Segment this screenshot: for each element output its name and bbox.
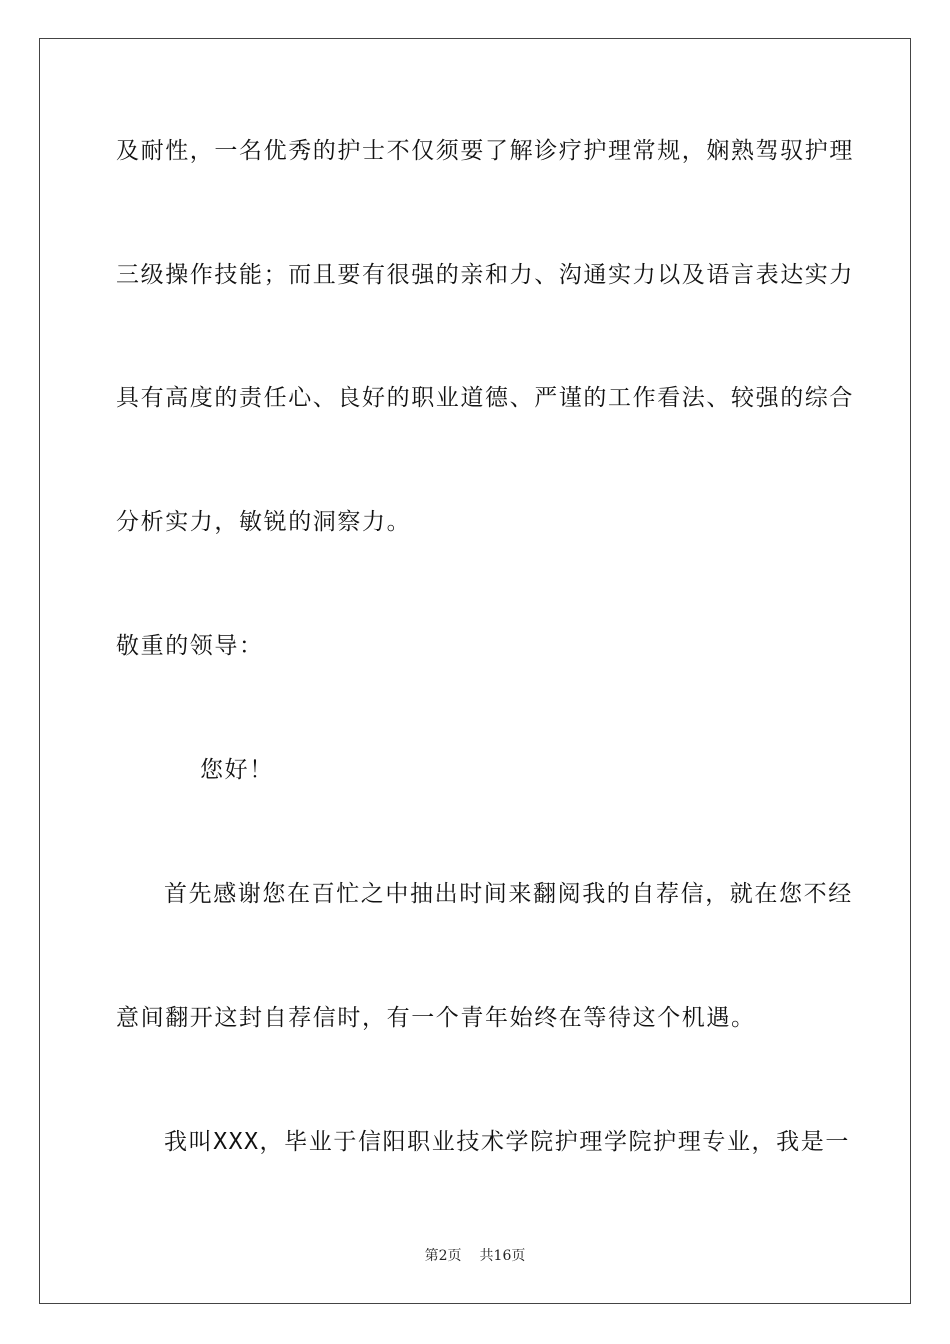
paragraph-line-4: 分析实力，敏锐的洞察力。 [116, 509, 412, 535]
page-border [39, 38, 911, 1304]
paragraph-line-1: 及耐性，一名优秀的护士不仅须要了解诊疗护理常规，娴熟驾驭护理 [116, 138, 854, 164]
greeting: 您好！ [200, 757, 274, 783]
paragraph-line-7: 我叫XXX，毕业于信阳职业技术学院护理学院护理专业，我是一 [164, 1129, 850, 1155]
page-footer [0, 1246, 950, 1266]
paragraph-line-3: 具有高度的责任心、良好的职业道德、严谨的工作看法、较强的综合 [116, 385, 854, 411]
page-number-total: 共16页 [479, 1248, 526, 1264]
page-number-current: 第2页 [424, 1248, 462, 1264]
paragraph-line-6: 意间翻开这封自荐信时，有一个青年始终在等待这个机遇。 [116, 1005, 756, 1031]
paragraph-line-2: 三级操作技能；而且要有很强的亲和力、沟通实力以及语言表达实力 [116, 262, 854, 288]
salutation: 敬重的领导： [116, 633, 264, 659]
paragraph-line-5: 首先感谢您在百忙之中抽出时间来翻阅我的自荐信，就在您不经 [164, 881, 853, 907]
